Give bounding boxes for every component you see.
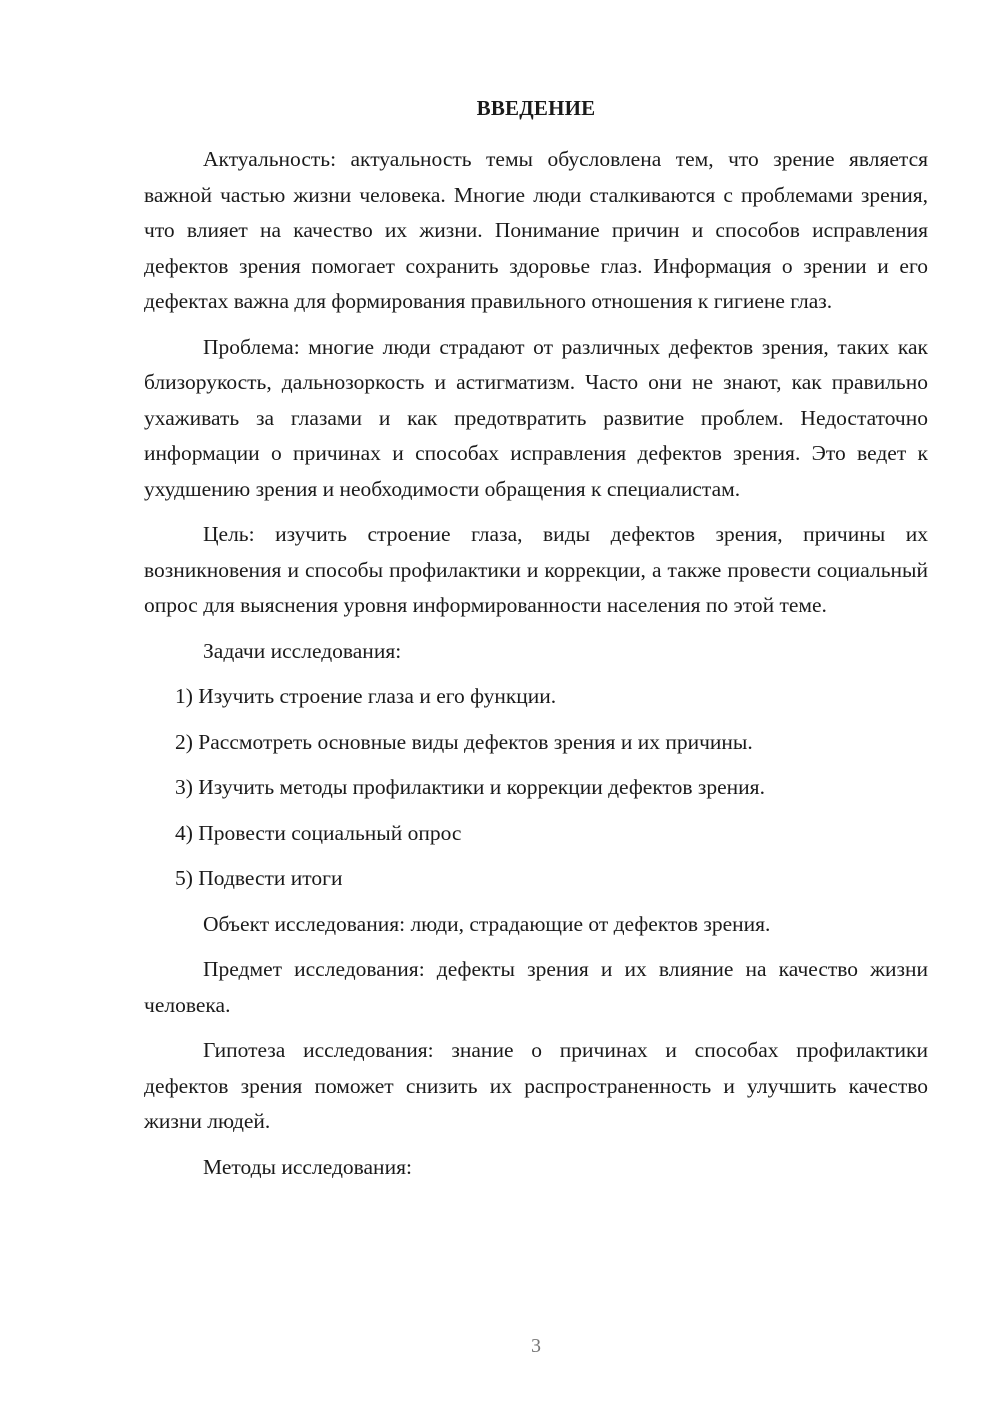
document-body [144, 142, 928, 1195]
page-number: 3 [531, 1335, 541, 1357]
subject-paragraph: Предмет исследования: дефекты зрения и их влияние на качество жизни человека. [144, 957, 928, 1017]
page-title: ВВЕДЕНИЕ [476, 96, 596, 120]
task-item-1: 1) Изучить строение глаза и его функции. [175, 684, 557, 708]
tasks-heading: Задачи исследования: [203, 638, 402, 663]
goal-paragraph: Цель: изучить строение глаза, виды дефектов зрения, причины их возникновения и способы профилактики и коррекции, а также провести социальный опрос для выяснения уровня информированности населения по этой теме. [144, 522, 928, 617]
object-paragraph: Объект исследования: люди, страдающие от дефектов зрения. [203, 911, 771, 936]
task-item-2: 2) Рассмотреть основные виды дефектов зрения и их причины. [175, 729, 753, 754]
task-item-5: 5) Подвести итоги [175, 866, 343, 890]
hypothesis-paragraph: Гипотеза исследования: знание о причинах и способах профилактики дефектов зрения поможет снизить их распространенность и улучшить качество жизни людей. [144, 1038, 928, 1133]
methods-heading: Методы исследования: [203, 1154, 412, 1179]
task-item-4: 4) Провести социальный опрос [175, 820, 462, 845]
problem-paragraph: Проблема: многие люди страдают от различных дефектов зрения, таких как близорукость, дальнозоркость и астигматизм. Часто они не знают, как правильно ухаживать за глазами и как предотвратить развитие проблем. Недостаточно информации о причинах и способах исправления дефектов зрения. Это ведет к ухудшению зрения и необходимости обращения к специалистам. [144, 334, 928, 501]
relevance-paragraph: Актуальность: актуальность темы обусловлена тем, что зрение является важной частью жизни человека. Многие люди сталкиваются с проблемами зрения, что влияет на качество их жизни. Понимание причин и способов исправления дефектов зрения помогает сохранить здоровье глаз. Информация о зрении и его дефектах важна для формирования правильного отношения к гигиене глаз. [144, 147, 928, 313]
task-item-3: 3) Изучить методы профилактики и коррекции дефектов зрения. [175, 775, 765, 799]
